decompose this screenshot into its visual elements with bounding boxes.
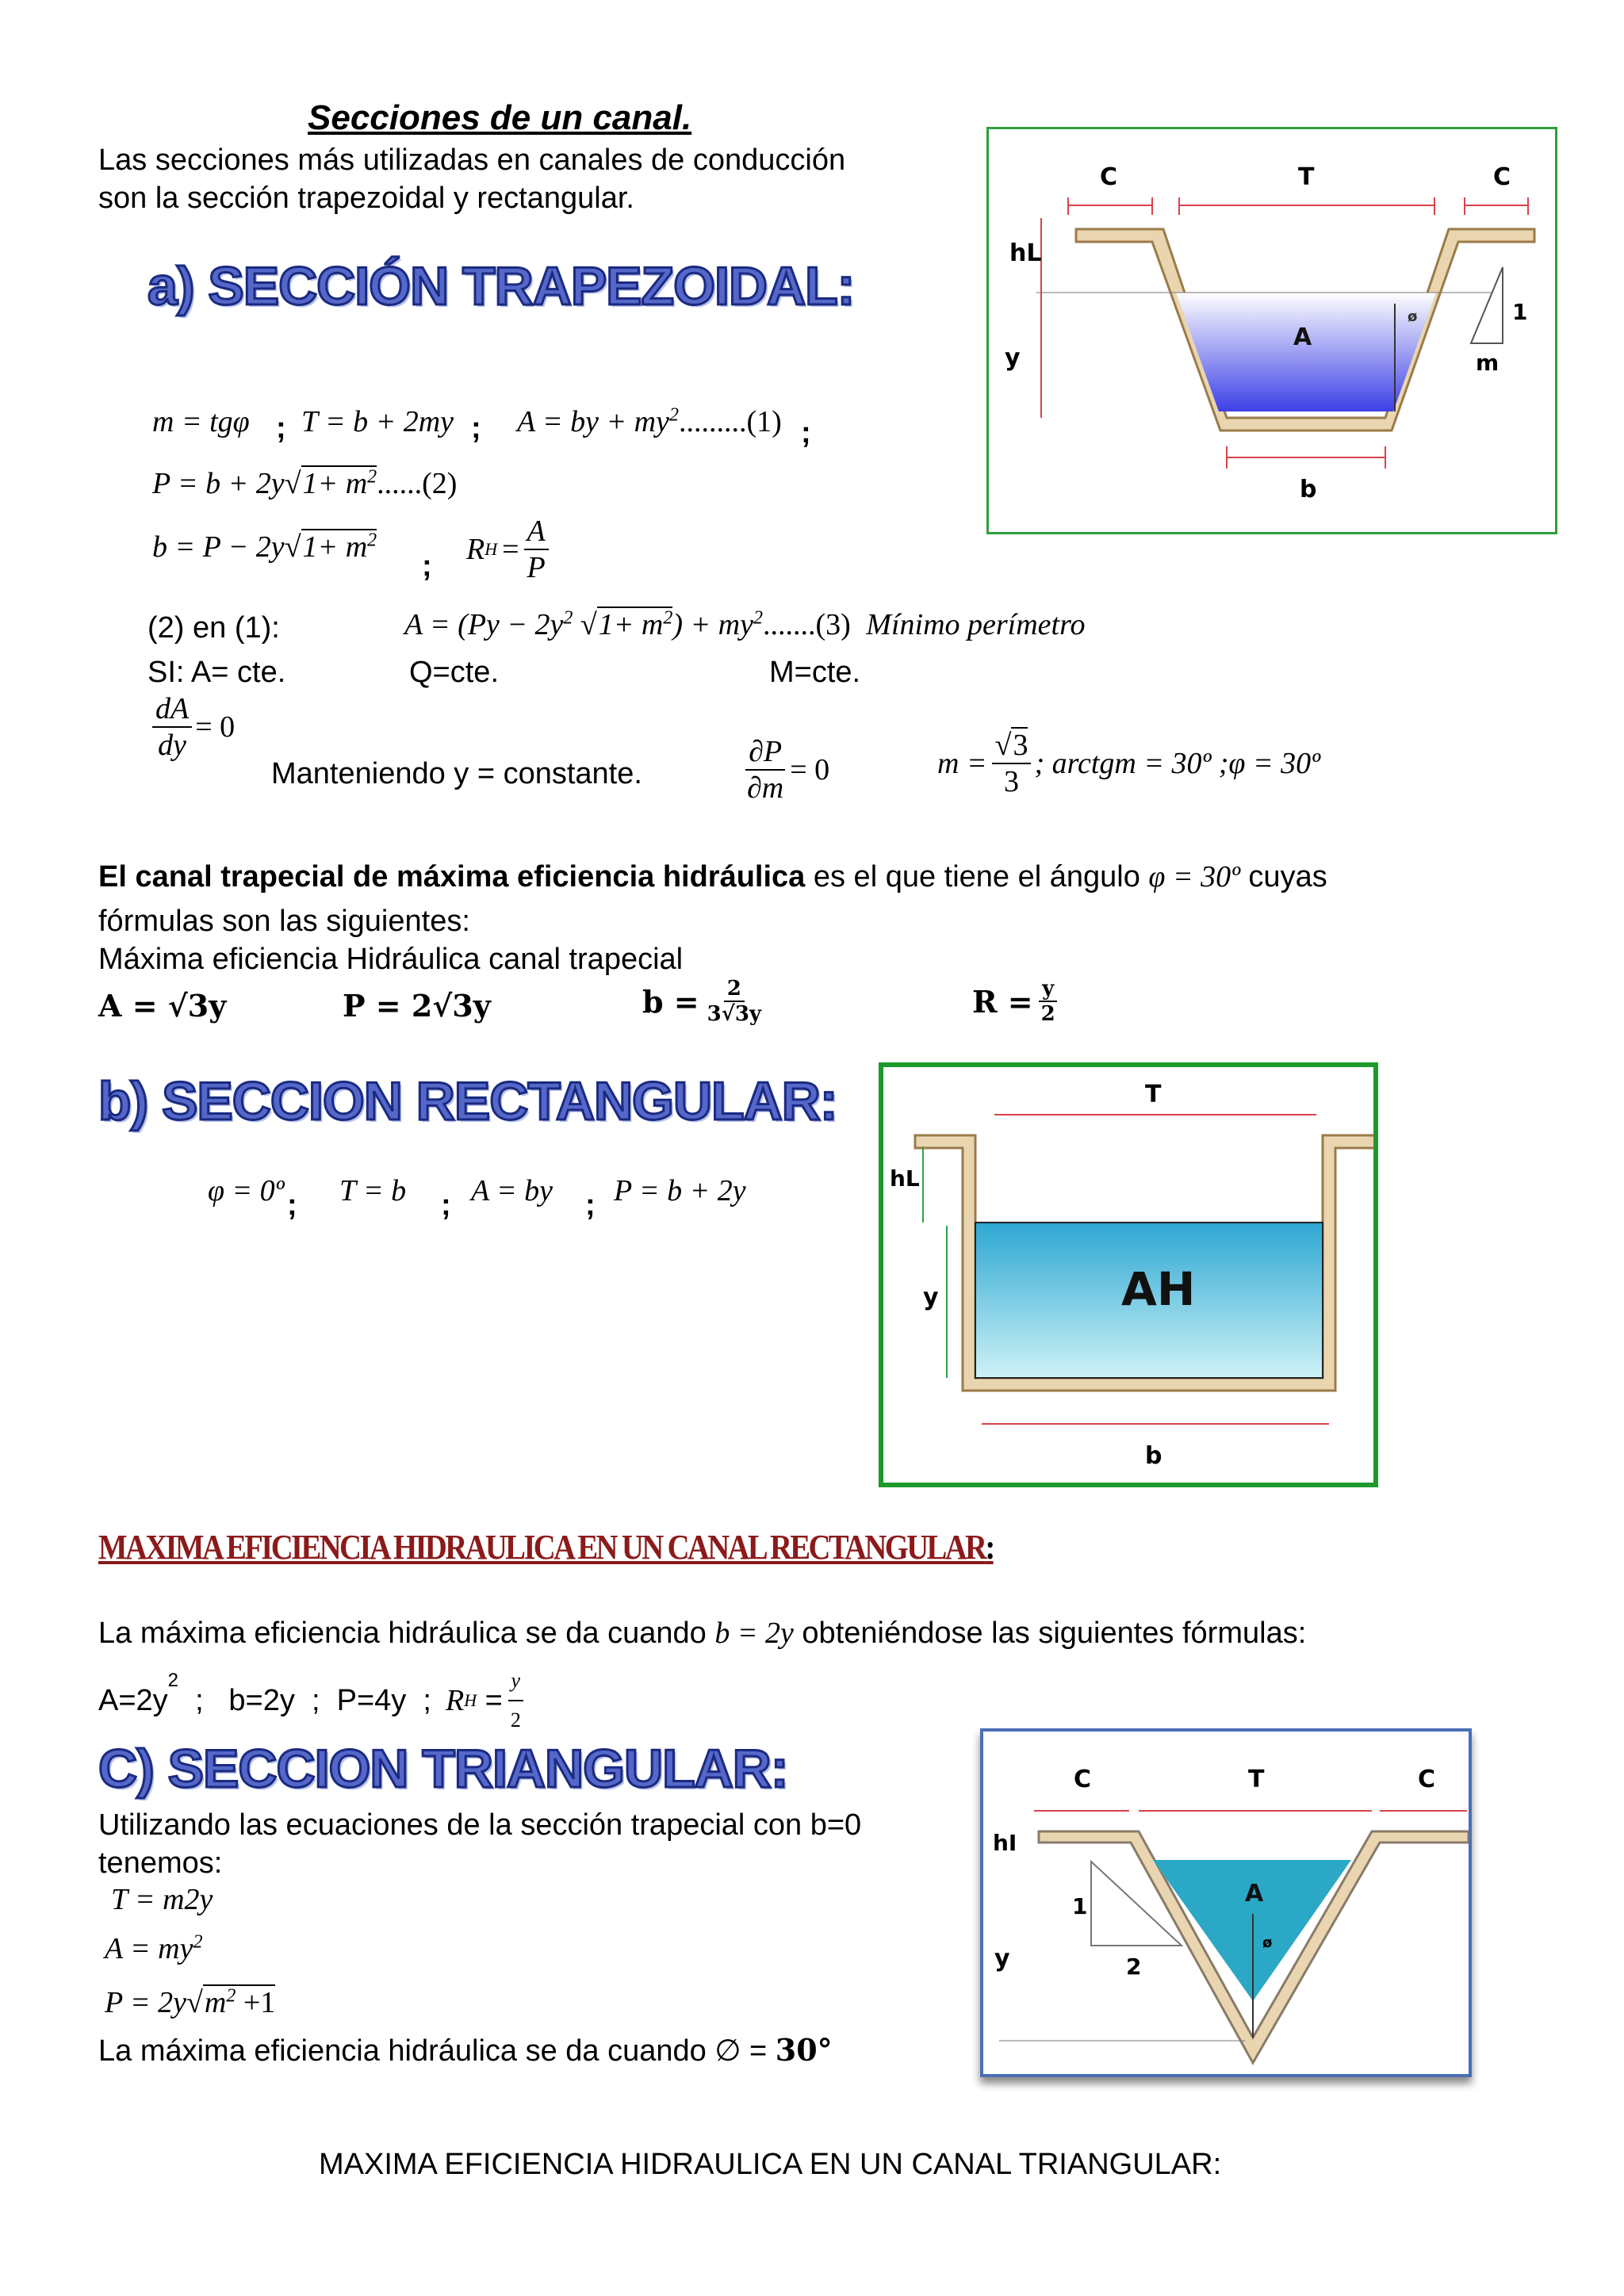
fig2-label-y: y [923, 1284, 939, 1311]
tri-line-1: Utilizando las ecuaciones de la sección trapecial con b=0 [98, 1808, 862, 1842]
si-a-cte: SI: A= cte. [147, 656, 286, 689]
tri-formula-T: T = m2y [111, 1883, 213, 1916]
fig1-label-phi: ø [1408, 308, 1418, 325]
triangular-heading: C) SECCION TRIANGULAR: [98, 1739, 788, 1799]
eff-formula-b: b = $\frac{2}{3√3y}$ [642, 977, 762, 1026]
eff-formula-P: P = 2√3y [343, 988, 491, 1024]
m-cte: M=cte. [769, 656, 861, 689]
separator: ; [287, 1188, 297, 1222]
tri-max-line: La máxima eficiencia hidráulica se da cuando ∅ = 30° [98, 2032, 833, 2068]
fig1-label-A: A [1293, 323, 1312, 351]
intro-line-1: Las secciones más utilizadas en canales de conducción [98, 144, 846, 177]
formula-P: $P = b + 2y√1+ m^2......(2)$ [152, 466, 458, 500]
rect-formula-A: A = by [471, 1174, 553, 1207]
formula-A1: A = by + $my^2.........(1)$ [517, 404, 782, 438]
fig1-label-b: b [1300, 476, 1317, 503]
formula-m: m = tgφ [152, 405, 250, 438]
eff-formula-A: A = √3y [98, 988, 227, 1024]
separator: ; [441, 1188, 451, 1222]
fig3-label-phi: ø [1262, 1934, 1273, 1951]
rectangular-heading: b) SECCION RECTANGULAR: [98, 1071, 837, 1131]
water-area [1176, 293, 1436, 411]
formula-dP-dm: $\frac{\partial P}{\partial m}$ = 0 [747, 735, 830, 805]
fig1-label-hL: hL [1009, 239, 1042, 267]
fig3-label-1: 1 [1072, 1893, 1088, 1919]
manteniendo-text: Manteniendo y = constante. [271, 757, 642, 790]
fig3-label-C1: C [1074, 1766, 1092, 1793]
trapezoidal-heading: a) SECCIÓN TRAPEZOIDAL: [147, 256, 855, 316]
fig1-label-C1: C [1100, 163, 1118, 191]
rectangular-figure [879, 1062, 1378, 1487]
fig3-label-C2: C [1418, 1766, 1436, 1793]
fig3-label-y: y [994, 1945, 1010, 1973]
rect-formula-P: P = b + 2y [614, 1174, 746, 1207]
separator: ; [801, 416, 811, 450]
formula-RH: R H = $\frac{A}{P}$ [466, 514, 549, 585]
rect-formula-phi: φ = 0º [208, 1174, 285, 1207]
fig1-label-m: m [1476, 350, 1500, 376]
max-rect-heading: MAXIMA EFICIENCIA HIDRAULICA EN UN CANAL RECTANGULAR: [98, 1528, 994, 1567]
label-2-en-1: (2) en (1): [147, 611, 280, 645]
tri-formula-A: $A = my^2$ [105, 1931, 203, 1965]
fig2-label-AH: AH [1121, 1262, 1196, 1316]
formula-m-result: m = $\frac{√3}{3}$ ; arctgm = 30º ;φ = 30º [937, 729, 1320, 798]
fig2-label-b: b [1145, 1442, 1162, 1470]
fig3-label-hI: hI [993, 1830, 1017, 1856]
separator: ; [422, 549, 432, 583]
fig3-label-2: 2 [1126, 1954, 1142, 1980]
formula-dA-dy: $\frac{dA}{dy}$ = 0 [152, 691, 235, 763]
max-rect-line-1: La máxima eficiencia hidráulica se da cuando b = 2y obteniéndose las siguientes fórmulas: [98, 1617, 1307, 1650]
q-cte: Q=cte. [409, 656, 499, 689]
efficiency-line-2: fórmulas son las siguientes: [98, 905, 470, 938]
tri-line-2: tenemos: [98, 1846, 223, 1880]
triangular-figure [980, 1728, 1472, 2077]
fig3-label-T: T [1248, 1766, 1265, 1793]
separator: ; [276, 411, 286, 445]
formula-A3: $A = (Py - 2y^2$ $√1+ m^2) + my^2.......(3)$ Mínimo perímetro [404, 607, 1086, 641]
separator: ; [471, 411, 481, 445]
efficiency-line-3: Máxima eficiencia Hidráulica canal trapecial [98, 943, 684, 976]
intro-line-2: son la sección trapezoidal y rectangular. [98, 182, 634, 215]
slope-triangle [1471, 267, 1503, 343]
rect-formula-T: T = b [339, 1174, 407, 1207]
fig1-label-y: y [1005, 344, 1021, 372]
separator: ; [585, 1188, 596, 1222]
fig2-label-hL: hL [890, 1165, 920, 1192]
fig3-label-A: A [1245, 1880, 1264, 1908]
eff-formula-R: R = $\frac{y}{2}$ [972, 977, 1059, 1026]
formula-b: $b = P - 2y√1+ m^2$ [152, 530, 377, 564]
efficiency-paragraph: El canal trapecial de máxima eficiencia hidráulica es el que tiene el ángulo φ = 30º cuyas [98, 860, 1327, 894]
tri-formula-P: $P = 2y√m^2 +1$ [105, 1985, 276, 2019]
page-title: Secciones de un canal. [308, 98, 692, 137]
fig1-label-1: 1 [1512, 299, 1528, 325]
fig2-label-T: T [1145, 1081, 1162, 1108]
formula-T: T = b + 2my [301, 405, 454, 438]
fig1-label-C2: C [1493, 163, 1511, 191]
fig1-label-T: T [1298, 163, 1315, 191]
trapezoidal-figure [986, 127, 1557, 534]
footer-heading: MAXIMA EFICIENCIA HIDRAULICA EN UN CANAL TRIANGULAR: [319, 2148, 1222, 2181]
max-rect-line-2: A=2y $^2$ ; b=2y ; P=4y ; R H = $\frac{y}{2}$ [98, 1662, 524, 1739]
